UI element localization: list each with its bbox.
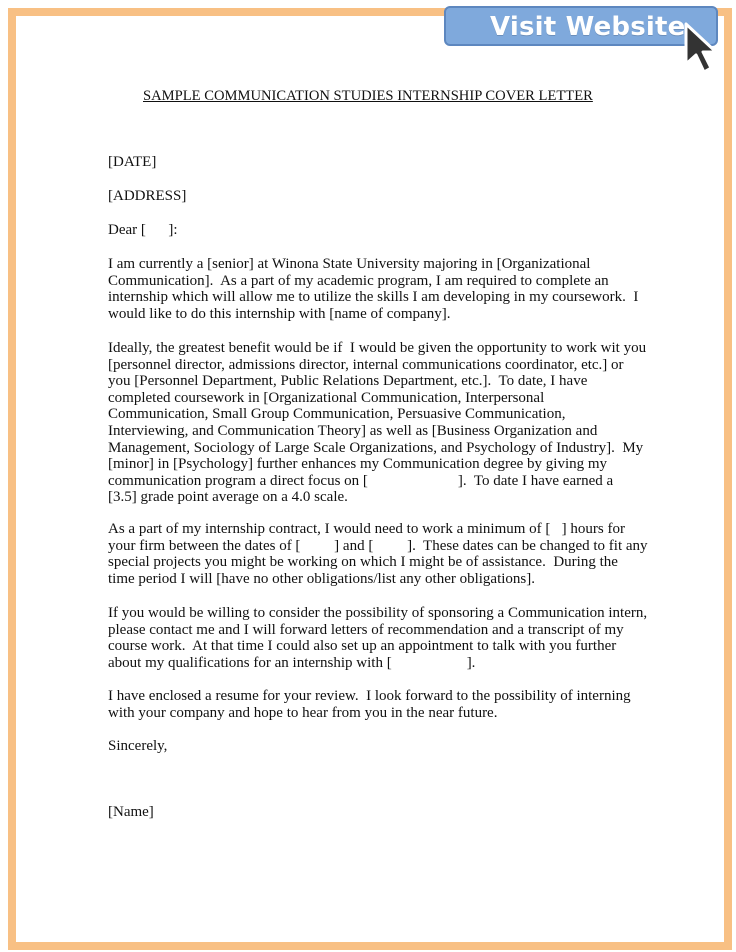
cursor-arrow-icon	[680, 22, 724, 76]
paragraph-line: I am currently a [senior] at Winona State University majoring in [Organizational	[108, 256, 591, 272]
paragraph-line: Interviewing, and Communication Theory] as well as [Business Organization and	[108, 422, 598, 439]
signature-text: [Name]	[108, 804, 154, 820]
paragraph-line: Communication]. As a part of my academic program, I am required to complete an	[108, 272, 609, 289]
paragraph-line: Management, Sociology of Large Scale Organizations, and Psychology of Industry]. My	[108, 439, 644, 456]
paragraph-line: please contact me and I will forward letters of recommendation and a transcript of my	[108, 621, 624, 638]
paragraph-line: As a part of my internship contract, I would need to work a minimum of [ ] hours for	[108, 521, 625, 537]
paragraph-line: would like to do this internship with [name of company].	[108, 305, 451, 322]
closing-line	[108, 738, 668, 755]
paragraph-line: I have enclosed a resume for your review. I look forward to the possibility of interning	[108, 688, 631, 704]
address-line	[108, 188, 668, 205]
paragraph-line: If you would be willing to consider the possibility of sponsoring a Communication intern,	[108, 605, 648, 621]
paragraph-line: internship which will allow me to utilize the skills I am developing in my coursework. I	[108, 289, 639, 306]
paragraph-line: your firm between the dates of [ ] and [ ]. These dates can be changed to fit any	[108, 537, 648, 554]
paragraph-line: special projects you might be working on which I might be of assistance. During the	[108, 554, 618, 571]
paragraph-line: [personnel director, admissions director, internal communications coordinator, etc.] or	[108, 356, 624, 373]
paragraph-line: time period I will [have no other obligations/list any other obligations].	[108, 570, 536, 587]
address-text: [ADDRESS]	[108, 188, 187, 204]
paragraph-line: about my qualifications for an internship with [ ].	[108, 654, 476, 671]
letter-title: SAMPLE COMMUNICATION STUDIES INTERNSHIP COVER LETTER	[143, 88, 593, 104]
paragraph-5	[108, 688, 668, 721]
paragraph-4	[108, 605, 668, 671]
greeting-text: Dear [ ]:	[108, 222, 178, 238]
paragraph-line: course work. At that time I could also set up an appointment to talk with you further	[108, 638, 617, 655]
paragraph-line: [minor] in [Psychology] further enhances my Communication degree by giving my	[108, 456, 608, 473]
signature-line	[108, 804, 668, 821]
paragraph-line: you [Personnel Department, Public Relations Department, etc.]. To date, I have	[108, 373, 588, 390]
greeting-line	[108, 222, 668, 239]
paragraph-line: with your company and hope to hear from you in the near future.	[108, 704, 498, 721]
paragraph-1	[108, 256, 668, 322]
visit-website-button[interactable]	[444, 6, 718, 46]
paragraph-3	[108, 521, 668, 587]
paragraph-line: communication program a direct focus on [ ]. To date I have earned a	[108, 472, 614, 489]
paragraph-2	[108, 340, 668, 506]
paragraph-line: completed coursework in [Organizational Communication, Interpersonal	[108, 389, 545, 406]
closing-text: Sincerely,	[108, 738, 168, 754]
paragraph-line: [3.5] grade point average on a 4.0 scale.	[108, 489, 348, 506]
date-line	[108, 154, 668, 171]
date-text: [DATE]	[108, 154, 157, 170]
paragraph-line: Communication, Small Group Communication, Persuasive Communication,	[108, 406, 566, 423]
paragraph-line: Ideally, the greatest benefit would be if I would be given the opportunity to work wit you	[108, 340, 647, 356]
visit-website-label: Visit Website	[490, 12, 686, 42]
